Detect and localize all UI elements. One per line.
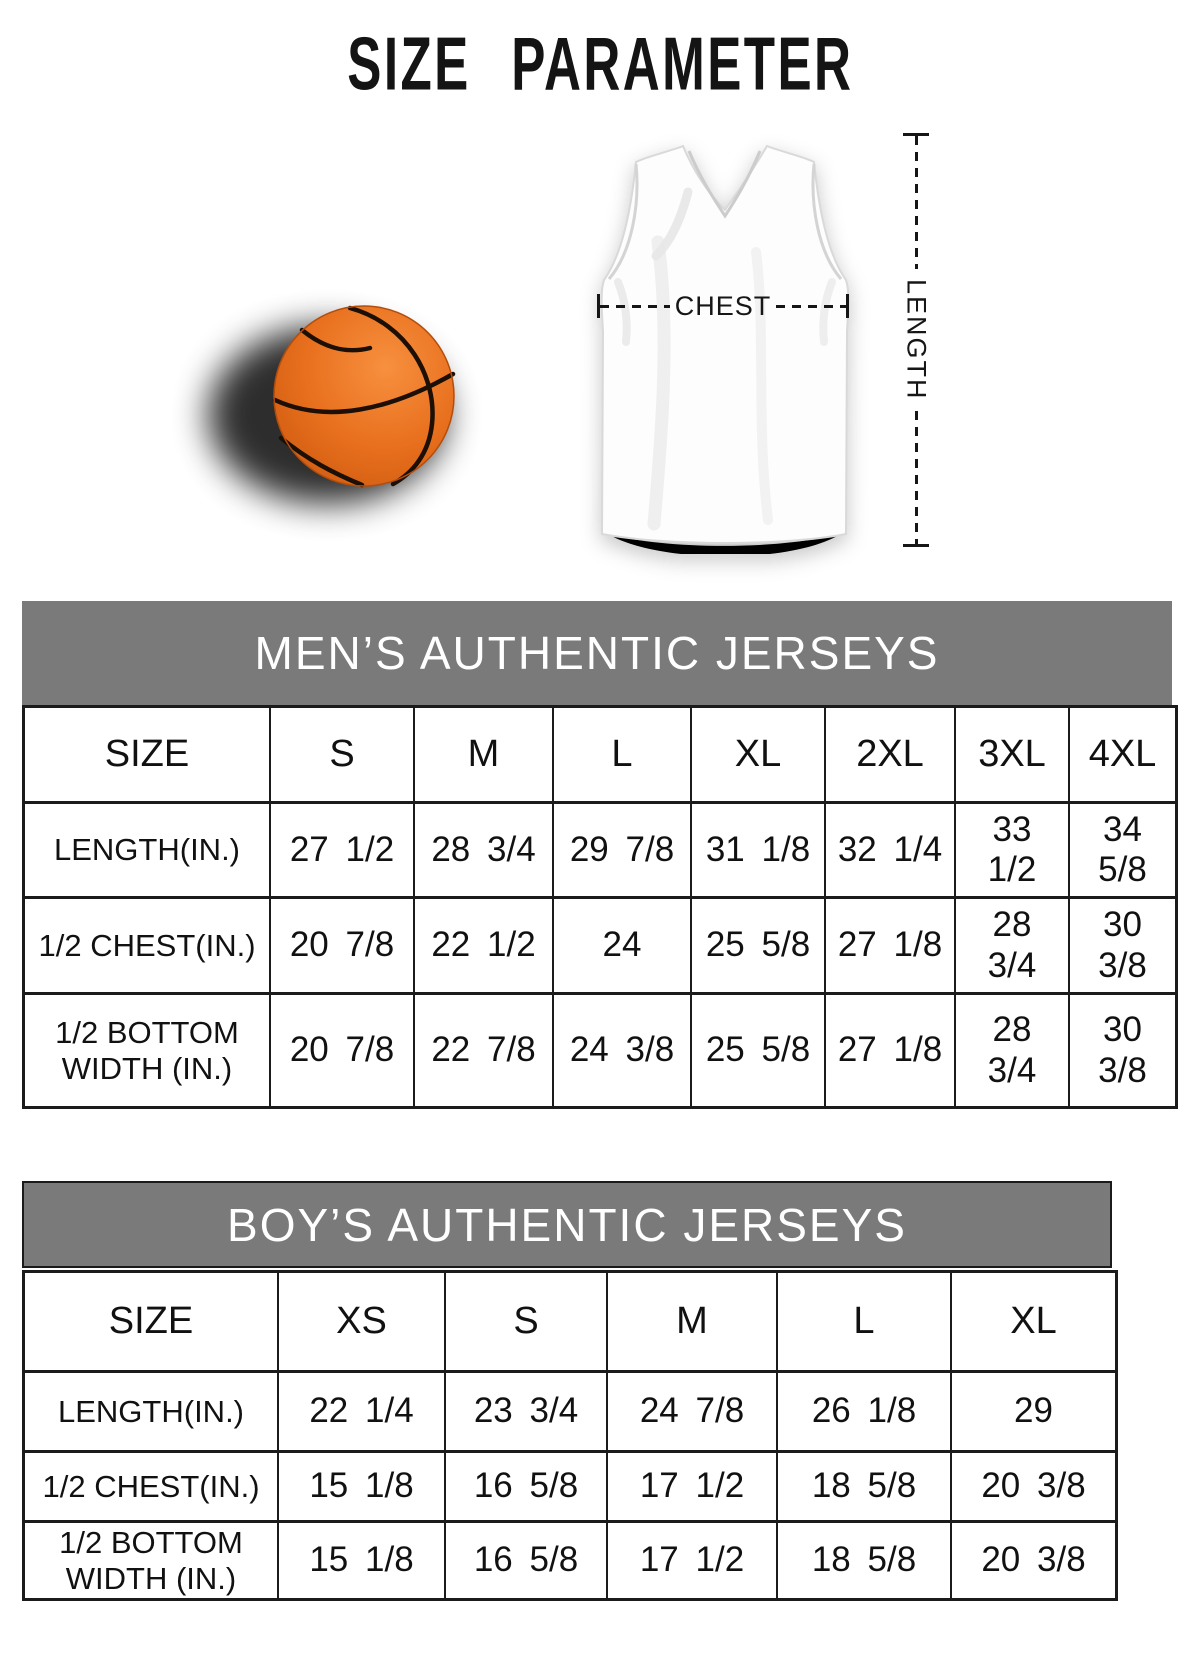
boys-value-cell: 17 1/2 [608, 1453, 778, 1523]
mens-value-cell: 28 3/4 [415, 804, 554, 899]
mens-value-cell: 24 [554, 899, 692, 995]
mens-size-col: XL [692, 708, 826, 804]
mens-value-cell: 24 3/8 [554, 995, 692, 1106]
mens-value-cell: 27 1/8 [826, 995, 956, 1106]
mens-value-cell: 20 7/8 [271, 899, 415, 995]
chest-dash-right [776, 305, 846, 308]
mens-value-cell: 27 1/2 [271, 804, 415, 899]
boys-value-cell: 18 5/8 [778, 1453, 952, 1523]
chest-measure-line [597, 290, 849, 321]
mens-value-cell: 28 3/4 [956, 995, 1070, 1106]
mens-size-col: 2XL [826, 708, 956, 804]
boys-value-cell: 16 5/8 [446, 1523, 608, 1598]
boys-value-cell: 20 3/8 [952, 1453, 1115, 1523]
jersey-icon [596, 130, 854, 554]
mens-value-cell: 30 3/8 [1098, 1010, 1147, 1090]
boys-value-cell: 15 1/8 [279, 1523, 446, 1598]
boys-table-title: BOY’S AUTHENTIC JERSEYS [22, 1181, 1112, 1268]
mens-value-cell: 20 7/8 [271, 995, 415, 1106]
mens-value-cell: 29 7/8 [554, 804, 692, 899]
basketball-icon [272, 304, 456, 488]
boys-value-cell: 22 1/4 [279, 1373, 446, 1453]
boys-value-cell: 15 1/8 [279, 1453, 446, 1523]
boys-row-label: LENGTH(IN.) [25, 1373, 279, 1453]
boys-size-col: S [446, 1273, 608, 1373]
length-bottom-tick [903, 544, 929, 547]
boys-value-cell: 23 3/4 [446, 1373, 608, 1453]
length-label: LENGTH [901, 279, 932, 401]
boys-size-col: XS [279, 1273, 446, 1373]
mens-table-title: MEN’S AUTHENTIC JERSEYS [22, 601, 1172, 705]
mens-size-table [22, 705, 1178, 1109]
chest-dash-left [600, 305, 670, 308]
boys-size-header: SIZE [25, 1273, 279, 1373]
boys-value-cell: 24 7/8 [608, 1373, 778, 1453]
chest-right-tick [846, 294, 849, 318]
mens-row-label: 1/2 CHEST(IN.) [25, 899, 271, 995]
boys-value-cell: 29 [952, 1373, 1115, 1453]
mens-value-cell: 34 5/8 [1070, 804, 1175, 899]
boys-size-col: XL [952, 1273, 1115, 1373]
mens-value-cell: 27 1/8 [826, 899, 956, 995]
chest-label: CHEST [674, 290, 772, 321]
boys-value-cell: 16 5/8 [446, 1453, 608, 1523]
mens-row-label: 1/2 BOTTOM WIDTH (IN.) [25, 995, 271, 1106]
mens-size-col: 3XL [956, 708, 1070, 804]
mens-row-label: LENGTH(IN.) [25, 804, 271, 899]
boys-value-cell: 18 5/8 [778, 1523, 952, 1598]
mens-size-col: 4XL [1070, 708, 1175, 804]
mens-value-cell: 30 3/8 [1070, 899, 1175, 995]
boys-size-col: M [608, 1273, 778, 1373]
mens-size-col: L [554, 708, 692, 804]
boys-row-label: 1/2 BOTTOM WIDTH (IN.) [25, 1523, 279, 1598]
boys-value-cell: 26 1/8 [778, 1373, 952, 1453]
mens-value-cell: 32 1/4 [826, 804, 956, 899]
boys-value-cell: 17 1/2 [608, 1523, 778, 1598]
boys-size-col: L [778, 1273, 952, 1373]
boys-size-table [22, 1270, 1118, 1601]
boys-value-cell: 20 3/8 [981, 1540, 1086, 1580]
mens-value-cell: 31 1/8 [692, 804, 826, 899]
mens-value-cell: 28 3/4 [956, 899, 1070, 995]
mens-size-col: M [415, 708, 554, 804]
mens-value-cell: 25 5/8 [692, 995, 826, 1106]
page-title: SIZE PARAMETER [346, 21, 854, 107]
mens-size-col: S [271, 708, 415, 804]
length-measure-line [896, 133, 936, 547]
mens-value-cell: 33 1/2 [956, 804, 1070, 899]
mens-value-cell: 22 7/8 [415, 995, 554, 1106]
boys-row-label: 1/2 CHEST(IN.) [25, 1453, 279, 1523]
mens-value-cell: 25 5/8 [692, 899, 826, 995]
mens-size-header: SIZE [25, 708, 271, 804]
length-dash-top [915, 136, 918, 269]
mens-value-cell: 22 1/2 [415, 899, 554, 995]
length-dash-bottom [915, 411, 918, 544]
